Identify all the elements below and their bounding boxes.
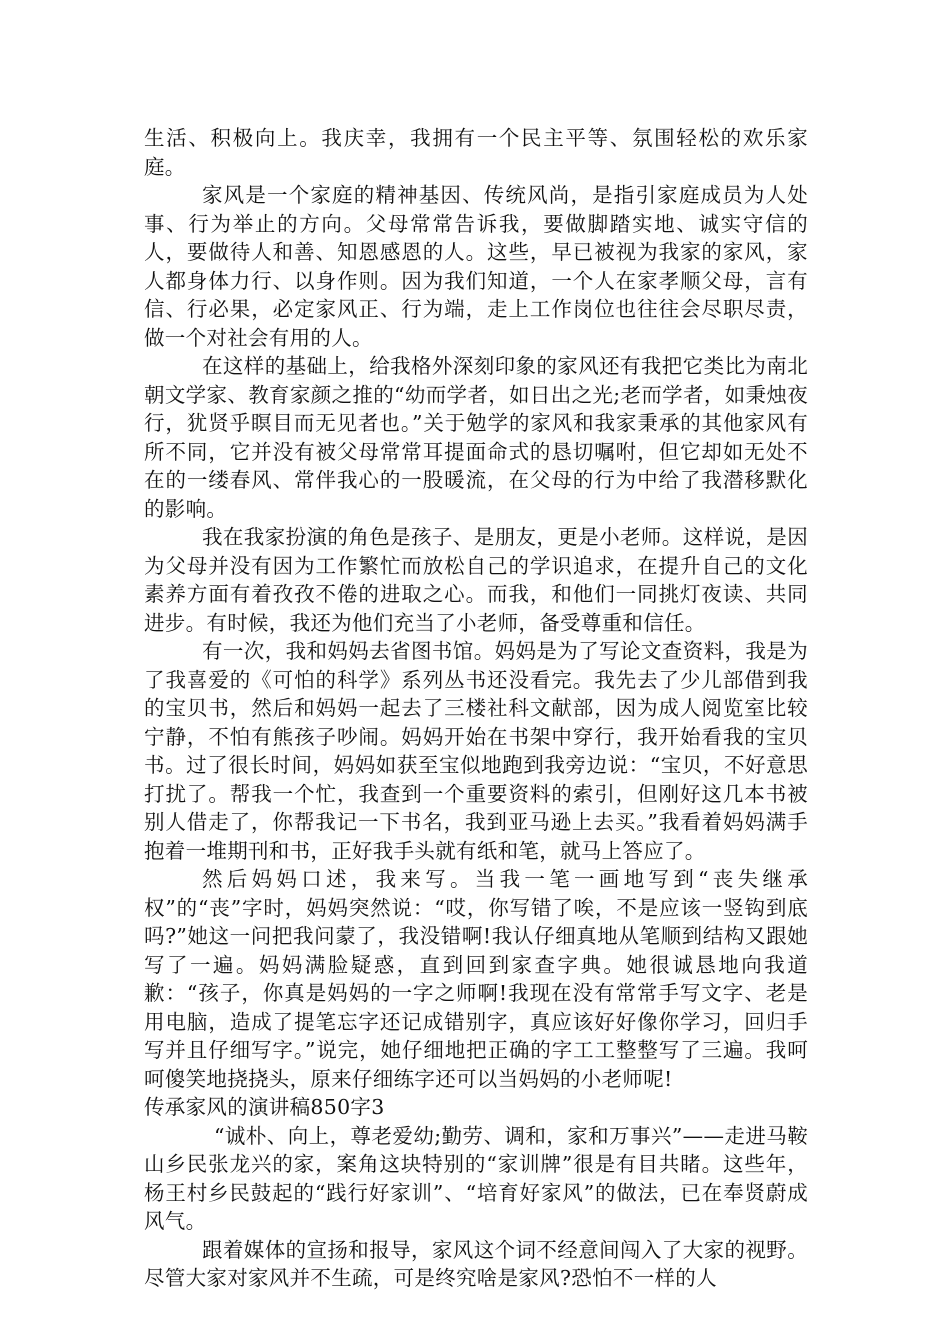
document-page — [144, 124, 808, 1293]
paragraph-little-teacher: 我在我家扮演的角色是孩子、是朋友，更是小老师。这样说，是因为父母并没有因为工作繁忙而放松自己的学识追求，在提升自己的文化素养方面有着孜孜不倦的进取之心。而我，和他们一同挑灯夜读、共同进步。有时候，我还为他们充当了小老师，备受尊重和信任。 — [144, 525, 808, 635]
paragraph-family-motto: “诚朴、向上，尊老爱幼;勤劳、调和，家和万事兴”——走进马鞍山乡民张龙兴的家，案角这块特别的“家训牌”很是有目共睹。这些年，杨王村乡民鼓起的“践行好家训”、“培育好家风”的做法，已在奉贤蔚成风气。 — [144, 1123, 808, 1233]
paragraph-study-tradition: 在这样的基础上，给我格外深刻印象的家风还有我把它类比为南北朝文学家、教育家颜之推的“幼而学者，如日出之光;老而学者，如秉烛夜行，犹贤乎瞑目而无见者也。”关于勉学的家风和我家秉承的其他家风有所不同，它并没有被父母常常耳提面命式的恳切嘱咐，但它却如无处不在的一缕春风、常伴我心的一股暖流，在父母的行为中给了我潜移默化的影响。 — [144, 354, 808, 521]
section-heading: 传承家风的演讲稿850字3 — [144, 1095, 385, 1119]
paragraph-continuation: 生活、积极向上。我庆幸，我拥有一个民主平等、氛围轻松的欢乐家庭。 — [144, 126, 808, 179]
paragraph-media-coverage: 跟着媒体的宣扬和报导，家风这个词不经意间闯入了大家的视野。尽管大家对家风并不生疏，可是终究啥是家风?恐怕不一样的人 — [144, 1237, 808, 1290]
paragraph-library-visit: 有一次，我和妈妈去省图书馆。妈妈是为了写论文查资料，我是为了我喜爱的《可怕的科学》系列丛书还没看完。我先去了少儿部借到我的宝贝书，然后和妈妈一起去了三楼社科文献部，因为成人阅览室比较宁静，不怕有熊孩子吵闹。妈妈开始在书架中穿行，我开始看我的宝贝书。过了很长时间，妈妈如获至宝似地跑到我旁边说：“宝贝，不好意思打扰了。帮我一个忙，我查到一个重要资料的索引，但刚好这几本书被别人借走了，你帮我记一下书名，我到亚马逊上去买。”我看着妈妈满手抱着一堆期刊和书，正好我手头就有纸和笔，就马上答应了。 — [144, 639, 808, 863]
paragraph-writing-character: 然后妈妈口述，我来写。当我一笔一画地写到“丧失继承权”的“丧”字时，妈妈突然说：“哎，你写错了唉，不是应该一竖钩到底吗?”她这一问把我问蒙了，我没错啊!我认仔细真地从笔顺到结构又跟她写了一遍。妈妈满脸疑惑，直到回到家查字典。她很诚恳地向我道歉：“孩子，你真是妈妈的一字之师啊!我现在没有常常手写文字、老是用电脑，造成了提笔忘字还记成错别字，真应该好好像你学习，回归手写并且仔细写字。”说完，她仔细地把正确的字工工整整写了三遍。我呵呵傻笑地挠挠头，原来仔细练字还可以当妈妈的小老师呢! — [144, 867, 808, 1091]
paragraph-family-tradition: 家风是一个家庭的精神基因、传统风尚，是指引家庭成员为人处事、行为举止的方向。父母常常告诉我，要做脚踏实地、诚实守信的人，要做待人和善、知恩感恩的人。这些，早已被视为我家的家风，家人都身体力行、以身作则。因为我们知道，一个人在家孝顺父母，言有信、行必果，必定家风正、行为端，走上工作岗位也往往会尽职尽责，做一个对社会有用的人。 — [144, 183, 808, 350]
